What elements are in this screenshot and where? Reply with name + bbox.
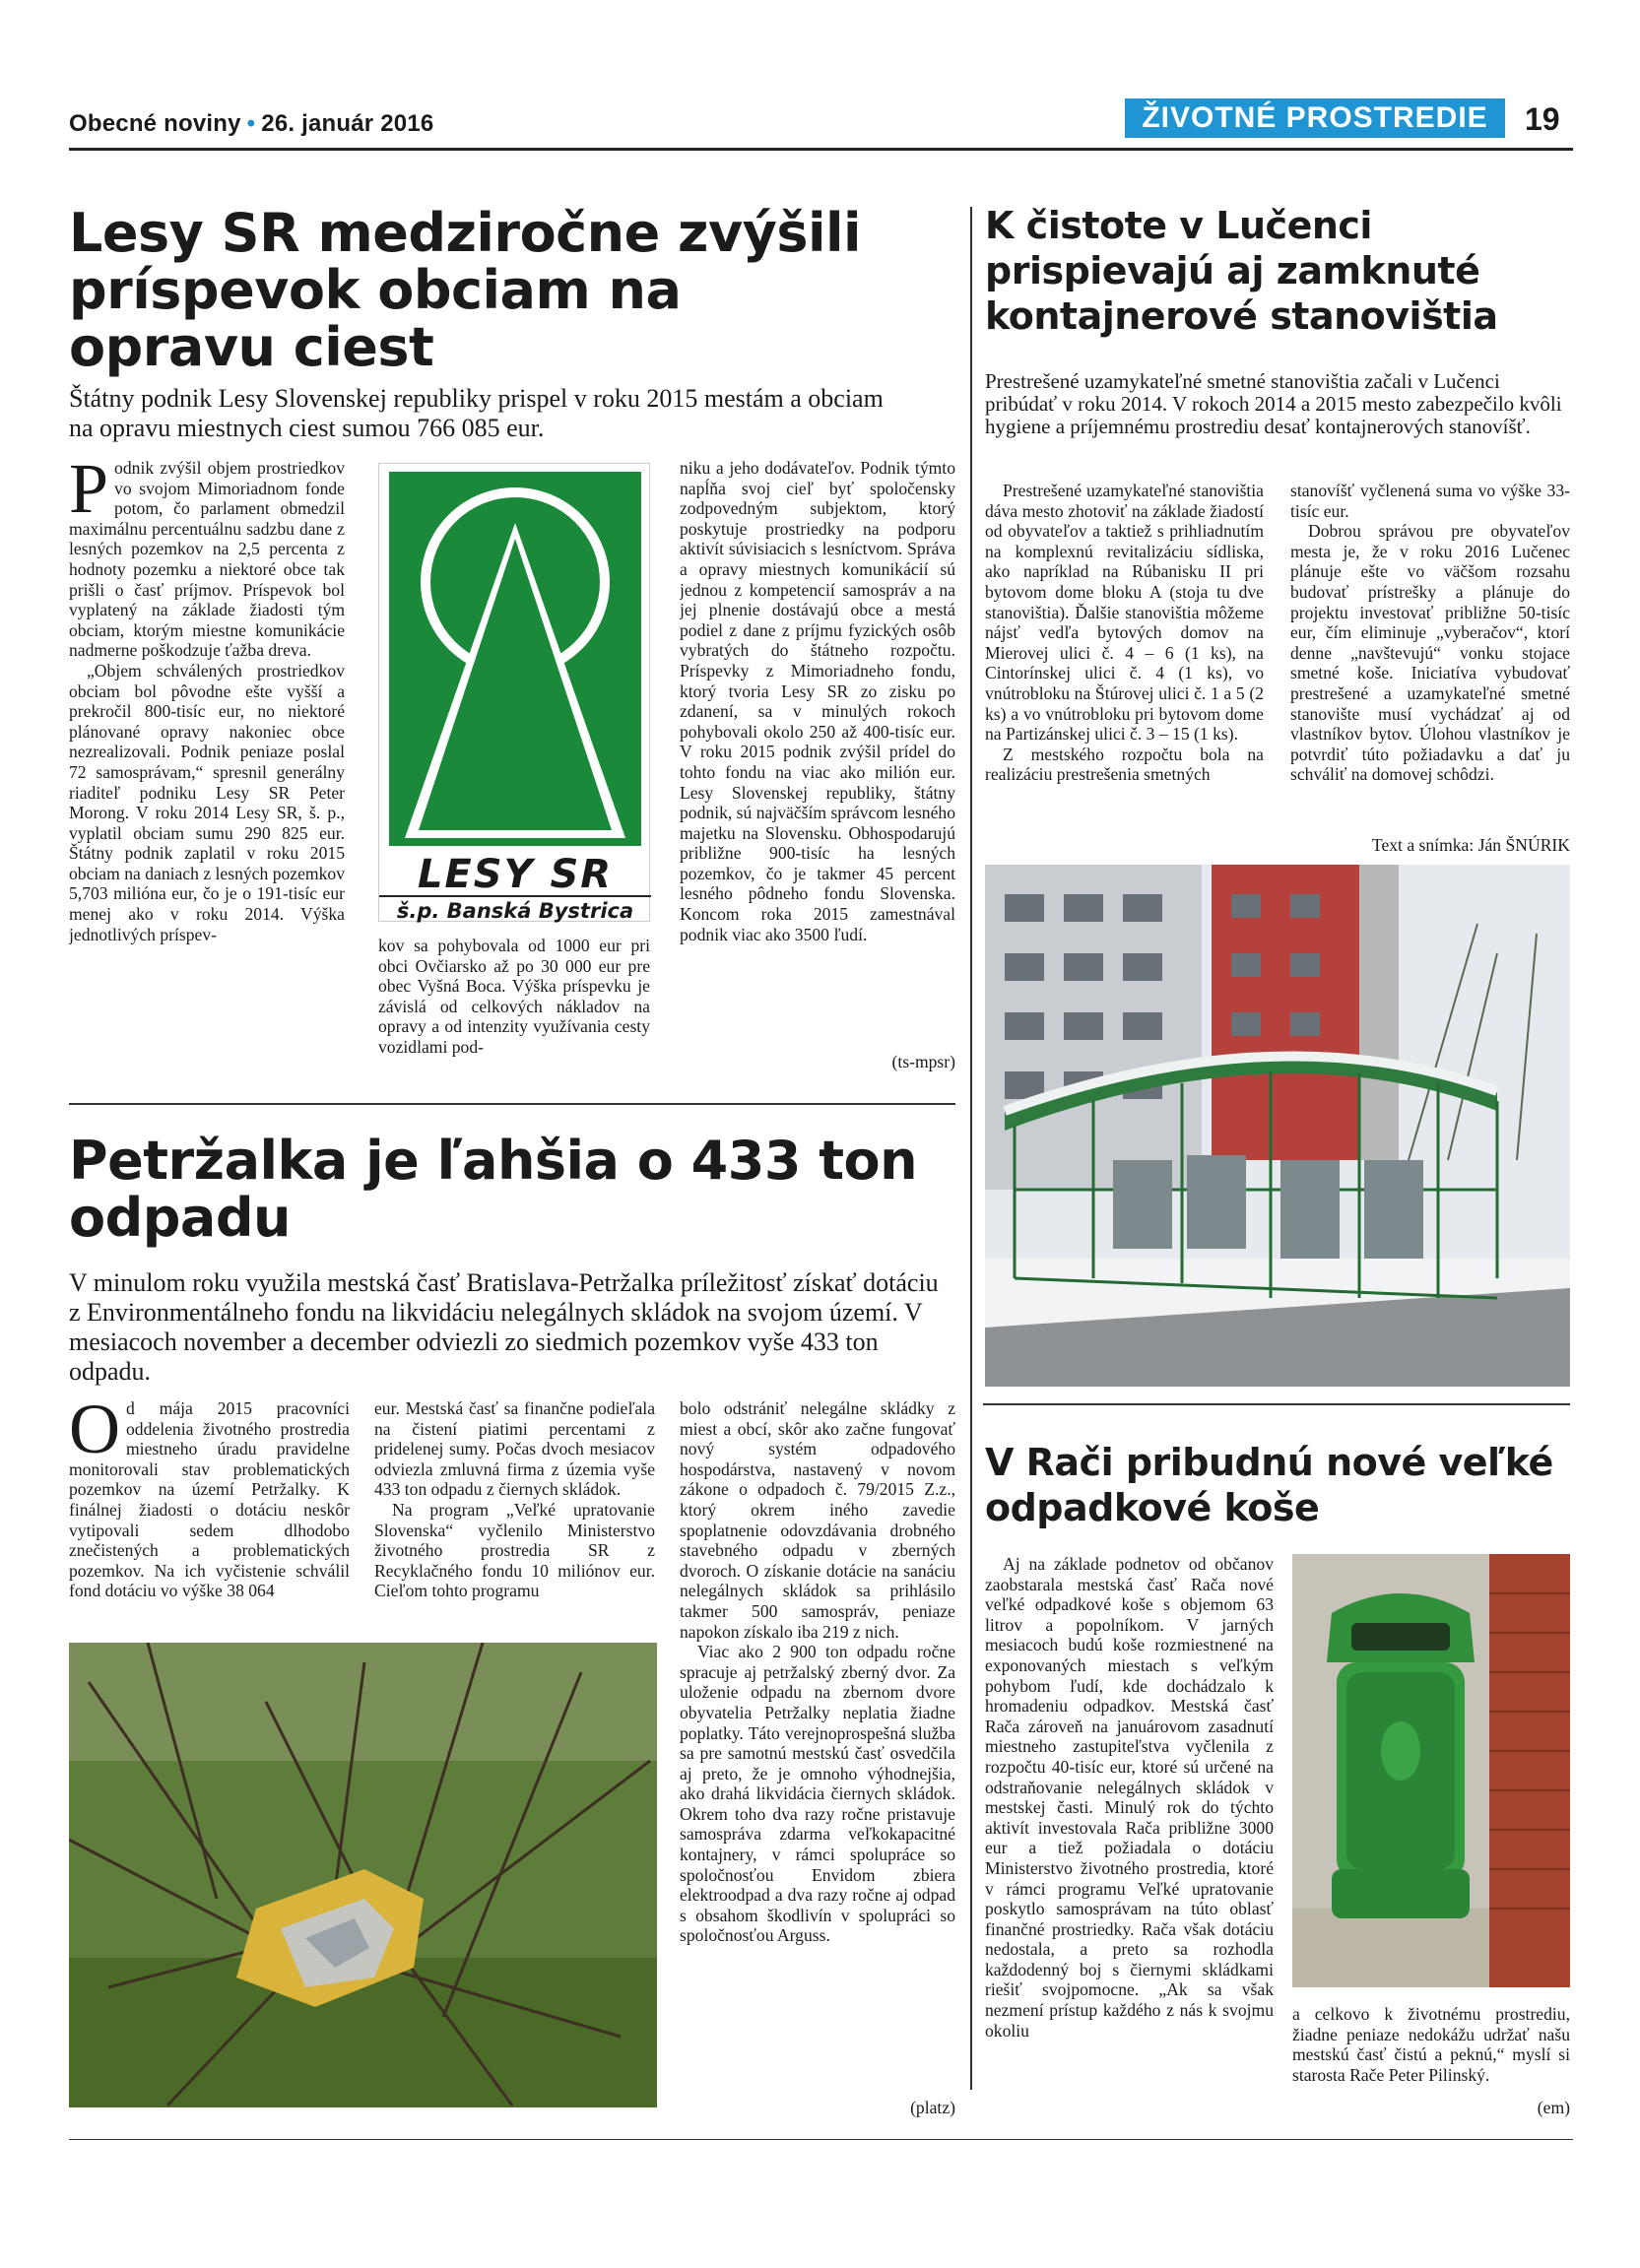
- article-paragraph: a celkovo k životnému prostrediu, žiadne peniaze nedokážu udržať našu mestskú časť čistú a peknú,“ myslí si starosta Rače Peter Pilinský.: [1292, 2004, 1570, 2085]
- article-title-lucenec: K čistote v Lučenci prispievajú aj zamknuté kontajnerové stanovištia: [985, 204, 1498, 338]
- article-paragraph: Aj na základe podnetov od občanov zaobstarala mestská časť Rača nové veľké odpadkové koše s objemom 63 litrov a popolníkom. V jarných mesiacoch budú koše rozmiestnené na exponovaných miestach s veľkým pohybom ľudí, kde dochádzalo k hromadeniu odpadkov. Mestská časť Rača zároveň na januárovom zasadnutí miestneho zastupiteľstva vyčlenila z rozpočtu 40-tisíc eur, ktoré sú určené na odstraňovanie nelegálnych skládok v mestskej časti. Minulý rok do týchto aktivít investovala Rača približne 3000 eur a tiež požiadala o dotáciu Ministerstvo životného prostredia, ktoré v rámci programu Veľké upratovanie poskytlo samosprávam na túto oblasť finančné prostriedky. Rača však dotáciu nedostala, a preto sa rozhodla každodenný boj s čiernymi skládkami riešiť svojpomocne. „Ak sa však nezmení prístup každého z nás k svojmu okoliu: [985, 1554, 1274, 2041]
- article-paragraph: kov sa pohybovala od 1000 eur pri obci Ovčiarsko až po 30 000 eur pre obec Vyšná Boca. Výška príspevku je závislá od celkových nákladov na opravy a od intenzity využívania cesty vozidlami pod-: [378, 936, 650, 1057]
- article-paragraph: bolo odstrániť nelegálne skládky z miest a obcí, skôr ako začne fungovať nový systém odpadového hospodárstva, nastavený v novom zákone o odpadoch č. 79/2015 Z.z., ktorý okrem iného zavedie spoplatnenie odovzdávania drobného stavebného odpadu v zberných dvoroch. O získanie dotácie na sanáciu nelegálnych skládok sa prihlásilo takmer 500 samospráv, peniaze napokon získalo iba 219 z nich.: [680, 1398, 955, 1642]
- logo-wordmark: LESY SR: [417, 852, 614, 897]
- masthead: [69, 110, 433, 138]
- article-paragraph: Na program „Veľké upratovanie Slovenska“ vyčlenilo Ministerstvo životného prostredia SR z Recyklačného fondu 10 miliónov eur. Cieľom tohto programu: [374, 1499, 655, 1601]
- logo-subtext: š.p. Banská Bystrica: [379, 895, 651, 923]
- paragraph-text: odnik zvýšil objem prostriedkov vo svojom Mimoriadnom fonde potom, čo parlament obmedzil maximálnu percentuálnu sadzbu dane z lesných pozemkov na 2,5 percenta z hodnoty pozemku a niektoré obce tak prišli o časť príjmov. Príspevok bol vyplatený na základe žiadosti tým obciam, ktorým miestne komunikácie nadmerne poškodzuje ťažba dreva.: [69, 458, 345, 661]
- article-lead-lesy: Štátny podnik Lesy Slovenskej republiky prispel v roku 2015 mestám a obciam na opravu miestnych ciest sumou 766 085 eur.: [69, 384, 884, 442]
- article-column-petrzalka-2: [374, 1398, 655, 1630]
- article-column-raca-2: [1292, 2004, 1570, 2093]
- header-rule: [69, 148, 1573, 151]
- photo-container-shelter: [985, 865, 1570, 1387]
- article-paragraph: niku a jeho dodávateľov. Podnik týmto napĺňa svoj cieľ byť spoločensky zodpovedným subjektom, ktorý poskytuje prostriedky na podporu aktivít súvisiacich s lesníctvom. Správa a opravy miestnych komunikácií sú jednou z kompetencií samospráv a na jej plnenie dostávajú obce a mestá podiel z dane z príjmu fyzických osôb vybratých do štátneho rozpočtu. Príspevky z Mimoriadneho fondu, ktorý tvoria Lesy SR zo zisku po zdanení, sa v minulých rokoch pohybovali okolo 250 až 400-tisíc eur. V roku 2015 podnik zvýšil prídel do tohto fondu na viac ako milión eur. Lesy Slovenskej republiky, štátny podnik, sú najväčším správcom lesného majetku na Slovensku. Obhospodarujú približne 900-tisíc ha lesných pozemkov, čo je takmer 45 percent lesného pôdneho fondu Slovenska. Koncom roka 2015 zamestnával podnik viac ako 3500 ľudí.: [680, 458, 955, 944]
- publication-name: Obecné noviny: [69, 110, 241, 137]
- article-lead-petrzalka: V minulom roku využila mestská časť Bratislava-Petržalka príležitosť získať dotáciu z Environmentálneho fondu na likvidáciu nelegálnych skládok na svojom území. V mesiacoch november a december odviezli zo siedmich pozemkov vyše 433 ton odpadu.: [69, 1268, 939, 1386]
- article-divider: [69, 1103, 955, 1105]
- article-column-lucenec-2: [1290, 481, 1570, 835]
- photo-green-bin: [1292, 1554, 1570, 1987]
- photo-illegal-dump: [69, 1643, 657, 2107]
- lesy-sr-logo: [378, 463, 650, 922]
- issue-date: 26. január 2016: [261, 110, 434, 137]
- article-credit-lucenec: Text a snímka: Ján ŠNÚRIK: [1371, 835, 1570, 855]
- article-credit-petrzalka: (platz): [910, 2098, 955, 2117]
- article-divider-right: [983, 1403, 1570, 1405]
- article-paragraph: „Objem schválených prostriedkov obciam bol pôvodne ešte vyšší a prekročil 800-tisíc eur, no niektoré plánované opravy nakoniec obce nezrealizovali. Podnik peniaze poslal 72 samosprávam,“ spresnil generálny riaditeľ podniku Lesy SR Peter Morong. V roku 2014 Lesy SR, š. p., vyplatil obciam sumu 290 825 eur. Štátny podnik zaplatil v roku 2015 obciam na daniach z lesných pozemkov 5,703 milióna eur, čo je o 191-tisíc eur menej ako v roku 2014. Výška jednotlivých príspev-: [69, 660, 345, 944]
- article-title-raca: V Rači pribudnú nové veľké odpadkové koše: [985, 1441, 1553, 1529]
- article-column-petrzalka-1: [69, 1398, 350, 1630]
- article-lead-lucenec: Prestrešené uzamykateľné smetné stanovištia začali v Lučenci pribúdať v roku 2014. V rokoch 2014 a 2015 mesto zabezpečilo kvôli hygiene a príjemnému prostrediu desať kontajnerových stanovíšť.: [985, 369, 1562, 438]
- article-credit-raca: (em): [1537, 2098, 1570, 2117]
- bottom-rule: [69, 2139, 1573, 2140]
- article-title-lesy: Lesy SR medziročne zvýšili príspevok obciam na opravu ciest: [69, 202, 862, 378]
- drop-cap: O: [69, 1398, 120, 1468]
- page-number: 19: [1525, 101, 1560, 137]
- tree-logo-icon: [379, 464, 651, 858]
- article-column-lesy-2: [378, 936, 650, 1073]
- paragraph-text: d mája 2015 pracovníci oddelenia životného prostredia miestneho úradu pravidelne monitorovali stav problematických pozemkov na území Petržalky. K finálnej žiadosti o dotáciu neskôr vytipovali sedem dlhodobo znečistených a problematických pozemkov. Na ich vyčistenie schválil fond dotáciu vo výške 38 064: [69, 1398, 350, 1601]
- article-title-petrzalka: Petržalka je ľahšia o 433 ton odpadu: [69, 1130, 918, 1249]
- separator-dot: •: [246, 110, 256, 137]
- article-column-lesy-1: [69, 458, 345, 1083]
- article-column-lesy-3: [680, 458, 955, 1049]
- article-column-raca-1: [985, 1554, 1274, 2115]
- article-paragraph: stanovíšť vyčlenená suma vo výške 33-tisíc eur.: [1290, 481, 1570, 521]
- section-tag: ŽIVOTNÉ PROSTREDIE: [1125, 98, 1505, 138]
- article-paragraph: Dobrou správou pre obyvateľov mesta je, že v roku 2016 Lučenec plánuje ešte vo väčšom rozsahu budovať prístrešky a plánuje do projektu investovať približne 50-tisíc eur, čím eliminuje „vyberačov“, ktorí denne „navštevujú“ vonku stojace smetné koše. Iniciatíva vybudovať prestrešené a uzamykateľné smetné stanovište musí vychádzať aj od vlastníkov bytov. Úlohou vlastníkov je potvrdiť túto požiadavku a dať ju schváliť na domovej schôdzi.: [1290, 521, 1570, 785]
- column-divider: [970, 207, 972, 2090]
- article-column-lucenec-1: [985, 481, 1264, 855]
- article-paragraph: [69, 1398, 350, 1601]
- article-paragraph: eur. Mestská časť sa finančne podieľala na čistení piatimi percentami z pridelenej sumy. Počas dvoch mesiacov odviezla zmluvná firma z územia vyše 433 ton odpadu z čiernych skládok.: [374, 1398, 655, 1500]
- article-column-petrzalka-3: [680, 1398, 955, 2088]
- article-paragraph: Prestrešené uzamykateľné stanovištia dáva mesto zhotoviť na základe žiadostí od obyvateľov a taktiež s prihliadnutím na komplexnú revitalizáciu sídliska, ako napríklad na Rúbanisku II pri bytovom dome bloku A (stoja tu dve stanovištia). Ďalšie stanovištia môžeme nájsť vedľa bytových domov na Mierovej ulici č. 4 – 6 (1 ks), na Cintorínskej ulici č. 4 (1 ks), vo vnútrobloku na Štúrovej ulici č. 1 a 5 (2 ks) a vo vnútrobloku pri bytovom dome na Partizánskej ulici č. 3 – 15 (1 ks).: [985, 481, 1264, 745]
- drop-cap: P: [69, 458, 109, 528]
- article-paragraph: [69, 458, 345, 661]
- article-paragraph: Viac ako 2 900 ton odpadu ročne spracuje aj petržalský zberný dvor. Za uloženie odpadu na zbernom dvore obyvatelia Petržalky neplatia žiadne poplatky. Táto verejnoprospešná služba sa pre samotnú mestskú časť osvedčila aj preto, že je omnoho výhodnejšia, ako drahá likvidácia čiernych skládok. Okrem toho dva razy ročne pristavuje samospráva zdarma veľkokapacitné kontajnery, v rámci spolupráce so spoločnosťou Envidom zbiera elektroodpad a dva razy ročne aj odpad s obsahom škodlivín v spolupráci so spoločnosťou Arguss.: [680, 1642, 955, 1946]
- article-credit-lesy: (ts-mpsr): [891, 1052, 955, 1071]
- article-paragraph: Z mestského rozpočtu bola na realizáciu prestrešenia smetných: [985, 744, 1264, 785]
